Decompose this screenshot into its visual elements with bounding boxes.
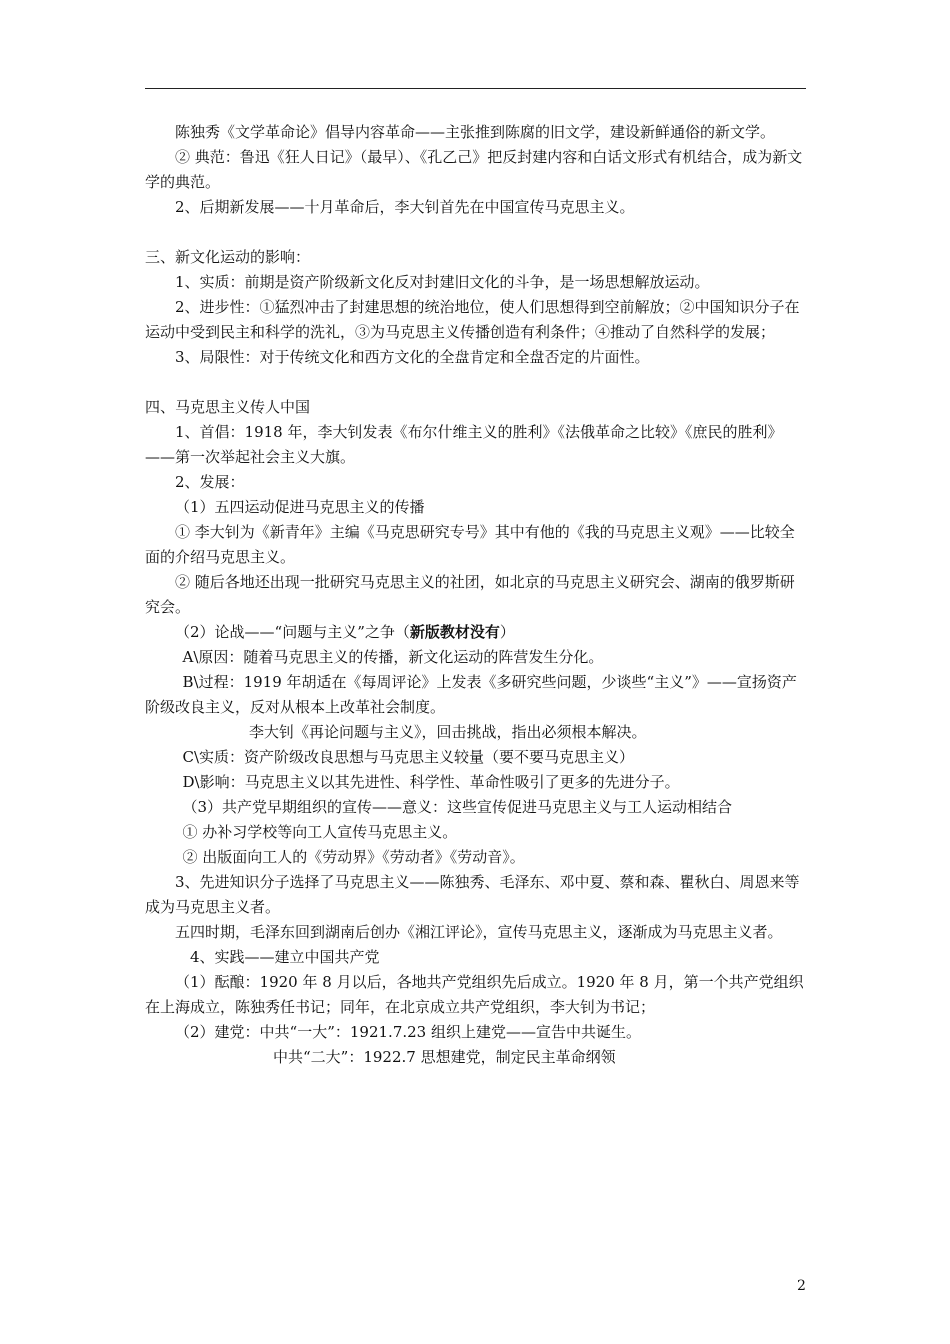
paragraph: B\过程：1919 年胡适在《每周评论》上发表《多研究些问题，少谈些“主义”》——宣扬资产阶级改良主义，反对从根本上改革社会制度。 (145, 673, 797, 716)
header-rule (145, 88, 806, 89)
spacer (145, 220, 806, 245)
paragraph: 五四时期，毛泽东回到湖南后创办《湘江评论》，宣传马克思主义，逐渐成为马克思主义者。 (175, 923, 783, 941)
text-run: （2）论战——“问题与主义”之争（ (175, 623, 410, 641)
paragraph: 2、后期新发展——十月革命后，李大钊首先在中国宣传马克思主义。 (175, 198, 635, 216)
paragraph: 1、首倡：1918 年，李大钊发表《布尔什维主义的胜利》《法俄革命之比较》《庶民的胜利》——第一次举起社会主义大旗。 (145, 423, 783, 466)
paragraph: （1）酝酿：1920 年 8 月以后，各地共产党组织先后成立。1920 年 8 月，第一个共产党组织在上海成立，陈独秀任书记；同年，在北京成立共产党组织，李大钊为书记； (145, 973, 804, 1016)
paragraph: 李大钊《再论问题与主义》，回击挑战，指出必须根本解决。 (249, 723, 647, 741)
paragraph (145, 620, 806, 645)
paragraph: A\原因：随着马克思主义的传播，新文化运动的阵营发生分化。 (182, 648, 604, 666)
paragraph: （3）共产党早期组织的宣传——意义：这些宣传促进马克思主义与工人运动相结合 (182, 798, 733, 816)
paragraph: ① 办补习学校等向工人宣传马克思主义。 (182, 823, 458, 841)
paragraph: 3、局限性：对于传统文化和西方文化的全盘肯定和全盘否定的片面性。 (175, 348, 650, 366)
paragraph: 2、发展： (175, 473, 245, 491)
paragraph: D\影响：马克思主义以其先进性、科学性、革命性吸引了更多的先进分子。 (182, 773, 680, 791)
paragraph: C\实质：资产阶级改良思想与马克思主义较量（要不要马克思主义） (182, 748, 635, 766)
paragraph: ① 李大钊为《新青年》主编《马克思研究专号》其中有他的《我的马克思主义观》——比较全面的介绍马克思主义。 (145, 523, 795, 566)
paragraph: ② 典范：鲁迅《狂人日记》（最早）、《孔乙己》把反封建内容和白话文形式有机结合，成为新文学的典范。 (145, 148, 803, 191)
paragraph: 3、先进知识分子选择了马克思主义——陈独秀、毛泽东、邓中夏、蔡和森、瞿秋白、周恩来等成为马克思主义者。 (145, 873, 800, 916)
paragraph: 4、实践——建立中国共产党 (190, 948, 380, 966)
spacer (145, 370, 806, 395)
paragraph: 中共“二大”：1922.7 思想建党，制定民主革命纲领 (273, 1048, 616, 1066)
paragraph: （2）建党：中共“一大”：1921.7.23 组织上建党——宣告中共诞生。 (175, 1023, 641, 1041)
paragraph: 陈独秀《文学革命论》倡导内容革命——主张推到陈腐的旧文学，建设新鲜通俗的新文学。 (175, 123, 776, 141)
paragraph: ② 出版面向工人的《劳动界》《劳动者》《劳动音》。 (182, 848, 525, 866)
document-body (145, 120, 806, 1070)
text-run: ） (499, 623, 515, 641)
bold-note: 新版教材没有 (409, 623, 500, 641)
paragraph: ② 随后各地还出现一批研究马克思主义的社团，如北京的马克思主义研究会、湖南的俄罗斯研究会。 (145, 573, 795, 616)
paragraph: （1）五四运动促进马克思主义的传播 (175, 498, 425, 516)
section-heading: 三、新文化运动的影响： (145, 248, 311, 266)
paragraph: 1、实质：前期是资产阶级新文化反对封建旧文化的斗争，是一场思想解放运动。 (175, 273, 710, 291)
section-heading: 四、马克思主义传人中国 (145, 398, 311, 416)
paragraph: 2、进步性：①猛烈冲击了封建思想的统治地位，使人们思想得到空前解放；②中国知识分子在运动中受到民主和科学的洗礼，③为马克思主义传播创造有利条件；④推动了自然科学的发展； (145, 298, 800, 341)
page-number: 2 (797, 1278, 806, 1294)
